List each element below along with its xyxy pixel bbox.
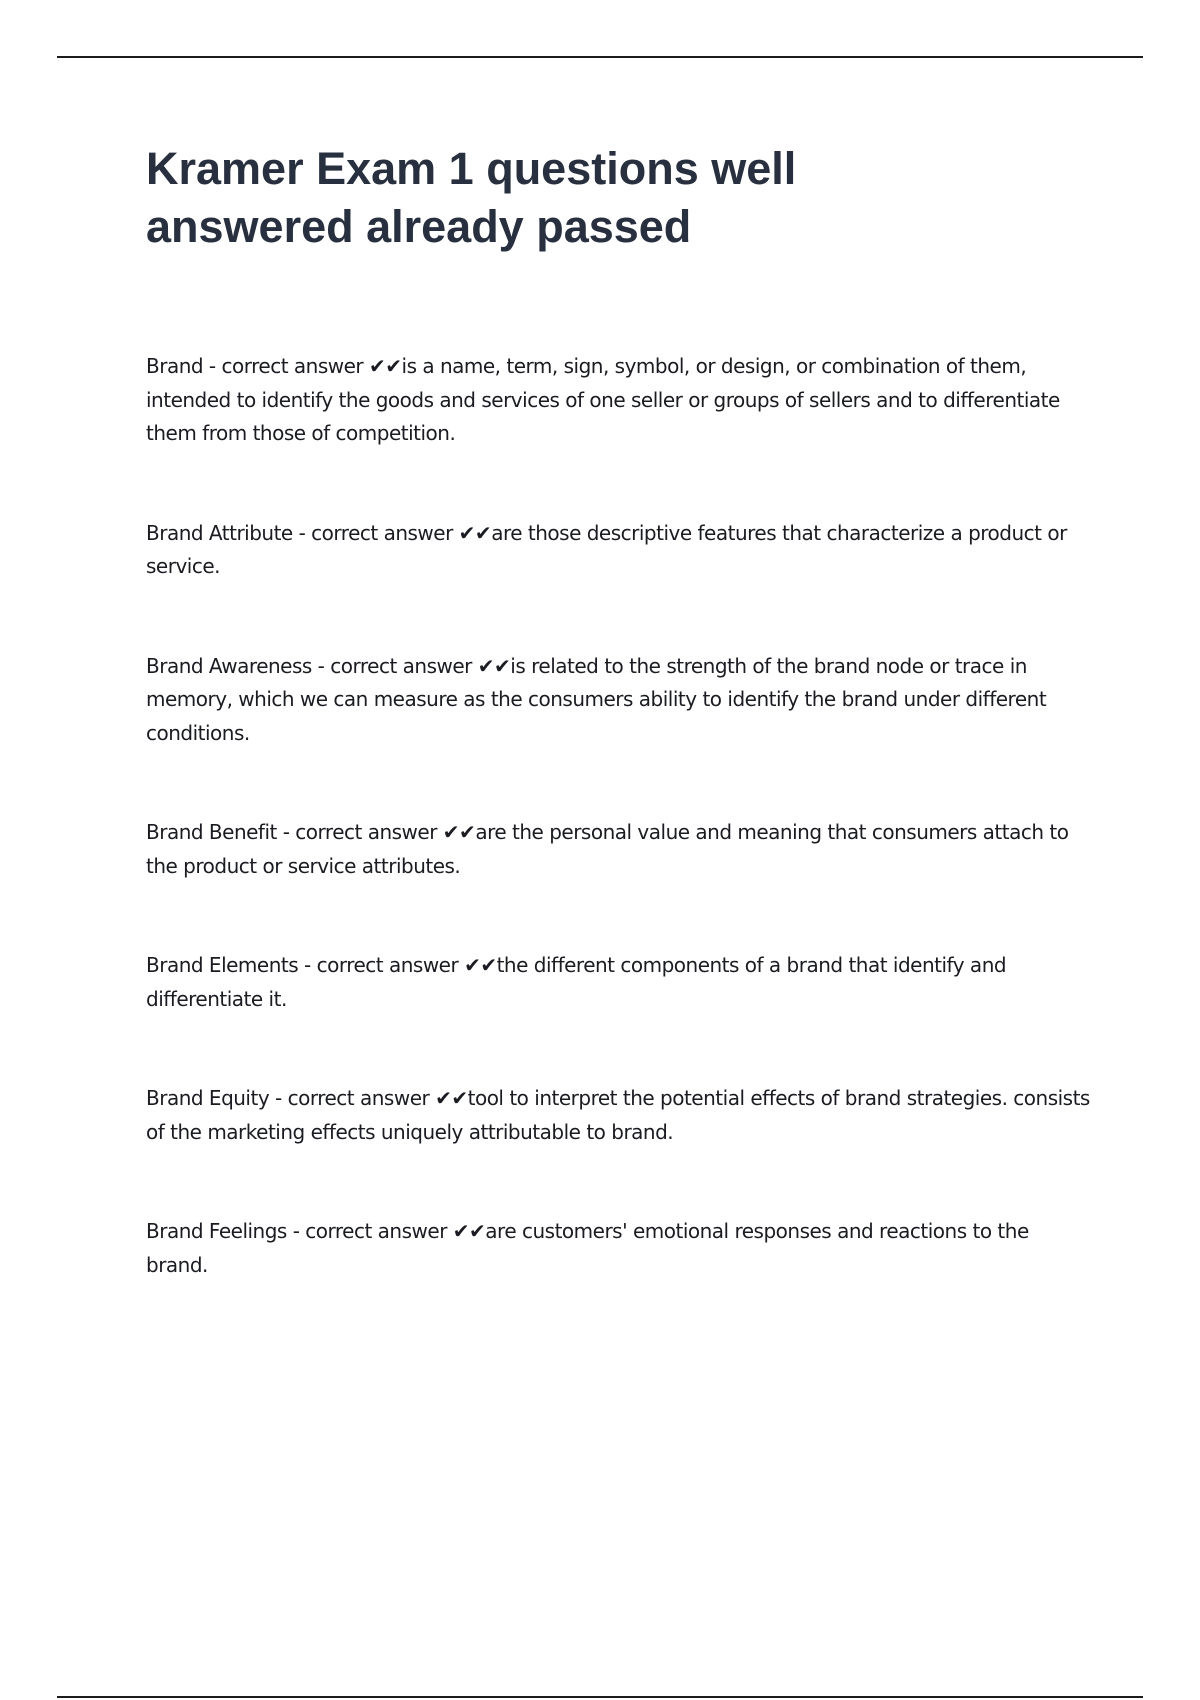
checkmark-icon: ✔✔ <box>442 820 476 844</box>
entry-definition: are those descriptive features that characterize a product or service. <box>146 520 1067 578</box>
entry-definition: the different components of a brand that identify and differentiate it. <box>146 953 1007 1011</box>
checkmark-icon: ✔✔ <box>369 354 402 378</box>
checkmark-icon: ✔✔ <box>458 520 492 545</box>
entry-separator: - correct answer <box>298 953 465 977</box>
entry-term: Brand Feelings <box>146 1219 287 1243</box>
footer-rule <box>57 1696 1143 1698</box>
entry-brand <box>146 350 1096 451</box>
checkmark-icon: ✔✔ <box>477 653 511 678</box>
entry-separator: - correct answer <box>292 520 459 545</box>
entry-term: Brand Attribute <box>146 520 293 545</box>
entry-definition: are customers' emotional responses and reactions to the brand. <box>146 1219 1029 1277</box>
entry-definition: tool to interpret the potential effects of brand strategies. consists of the marketing effects uniquely attributable to brand. <box>146 1086 1090 1144</box>
document-body <box>146 140 1096 1348</box>
entry-definition: are the personal value and meaning that consumers attach to the product or service attributes. <box>146 820 1069 878</box>
checkmark-icon: ✔✔ <box>435 1086 468 1110</box>
entry-definition: is a name, term, sign, symbol, or design, or combination of them, intended to identify the goods and services of one seller or groups of sellers and to differentiate them from those of competition. <box>146 354 1060 445</box>
entry-term: Brand Awareness <box>146 653 312 678</box>
entry-separator: - correct answer <box>286 1219 453 1243</box>
document-title: Kramer Exam 1 questions well answered already passed <box>146 143 797 252</box>
checkmark-icon: ✔✔ <box>464 953 497 977</box>
entry-brand-attribute <box>146 517 1096 584</box>
entry-term: Brand Equity <box>146 1086 270 1110</box>
entry-separator: - correct answer <box>203 354 369 378</box>
entry-definition: is related to the strength of the brand node or trace in memory, which we can measure as the consumers ability to identify the brand under different conditions. <box>146 653 1047 745</box>
entry-list <box>146 350 1096 1282</box>
entry-brand-elements <box>146 949 1096 1016</box>
header-rule <box>57 56 1143 58</box>
entry-brand-equity <box>146 1082 1096 1149</box>
entry-term: Brand Elements <box>146 953 299 977</box>
entry-brand-feelings <box>146 1215 1096 1282</box>
entry-term: Brand Benefit <box>146 820 277 844</box>
entry-separator: - correct answer <box>276 820 443 844</box>
entry-term: Brand <box>146 354 204 378</box>
entry-separator: - correct answer <box>269 1086 436 1110</box>
entry-brand-awareness <box>146 650 1096 751</box>
entry-brand-benefit <box>146 816 1096 883</box>
checkmark-icon: ✔✔ <box>452 1219 486 1243</box>
entry-separator: - correct answer <box>311 653 478 678</box>
